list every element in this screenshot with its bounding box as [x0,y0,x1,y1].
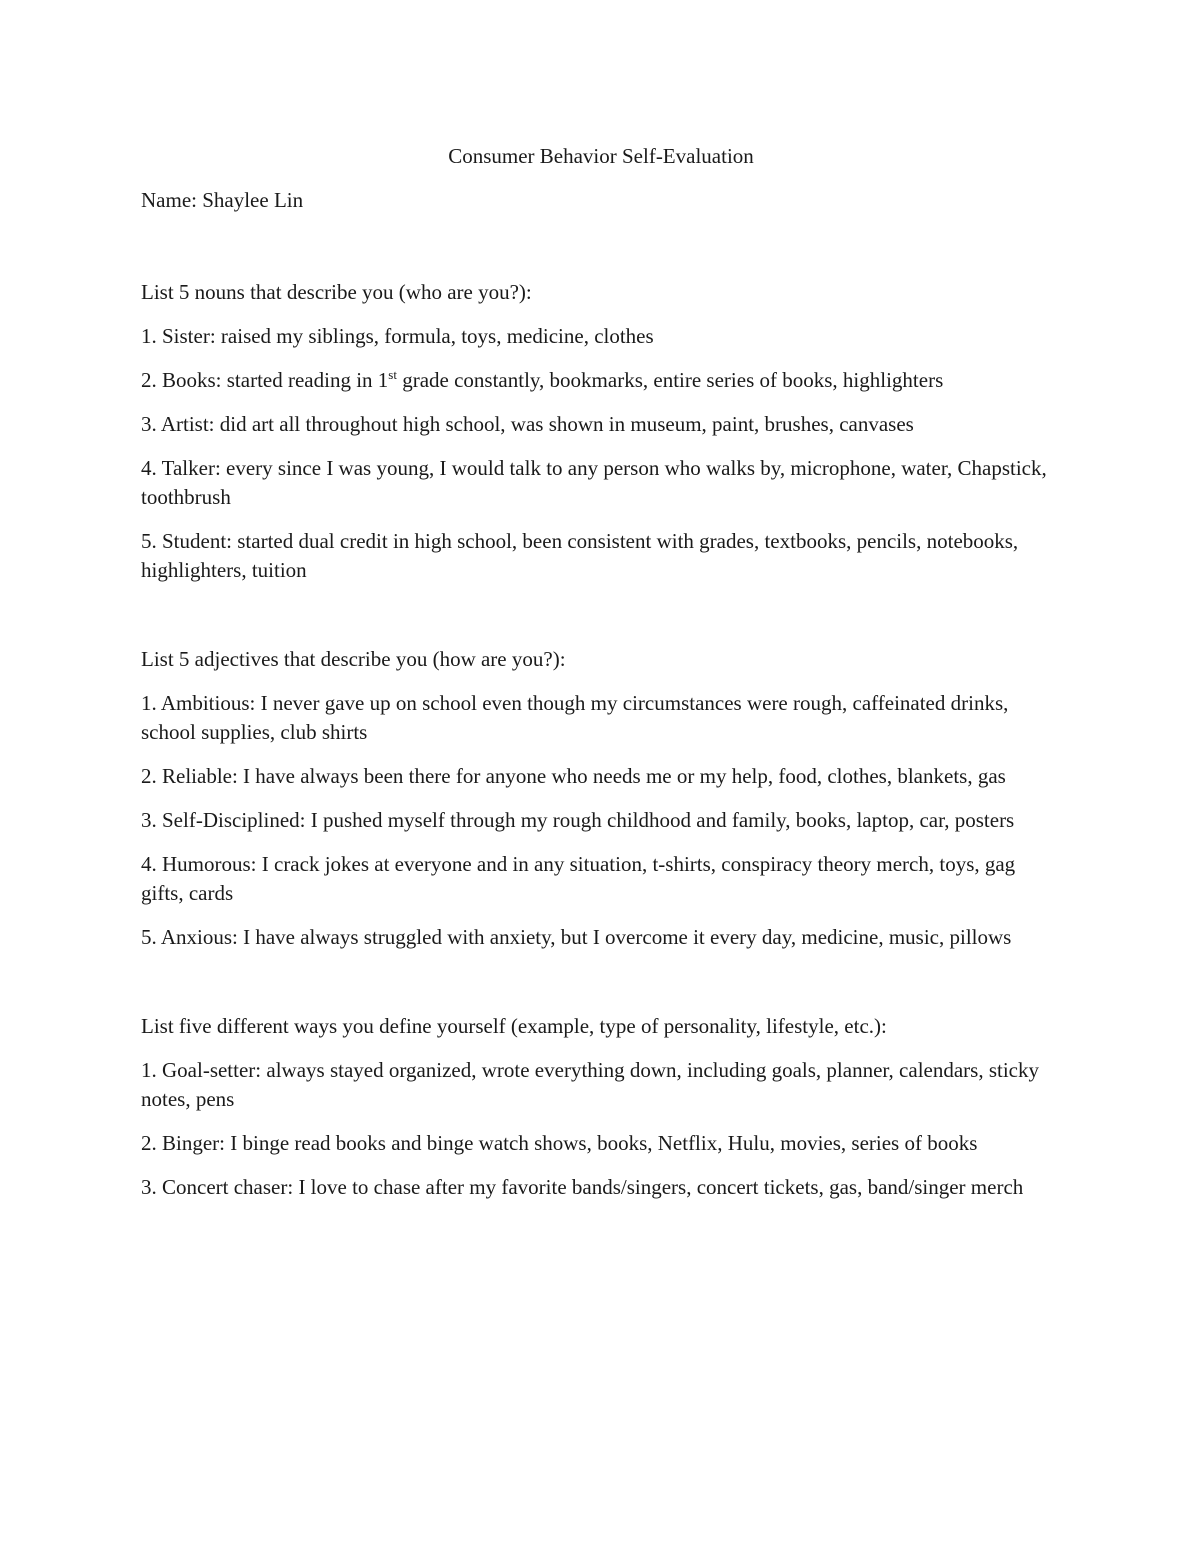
nouns-section [141,278,1061,585]
self-definition-section [141,1012,1061,1202]
list-item-text: 2. Books: started reading in 1 [141,368,389,392]
document-title: Consumer Behavior Self-Evaluation [448,144,754,168]
section-heading: List 5 nouns that describe you (who are you?): [141,280,532,304]
list-item: 2. Reliable: I have always been there for anyone who needs me or my help, food, clothes, blankets, gas [141,764,1006,788]
list-item: 1. Goal-setter: always stayed organized, wrote everything down, including goals, planner, calendars, sticky notes, pens [141,1058,1040,1111]
list-item: 2. Binger: I binge read books and binge watch shows, books, Netflix, Hulu, movies, series of books [141,1131,978,1155]
list-item: 4. Humorous: I crack jokes at everyone and in any situation, t-shirts, conspiracy theory merch, toys, gag gifts, cards [141,852,1016,905]
list-item: 5. Student: started dual credit in high school, been consistent with grades, textbooks, pencils, notebooks, highlighters, tuition [141,529,1019,582]
list-item: 3. Concert chaser: I love to chase after my favorite bands/singers, concert tickets, gas, band/singer merch [141,1175,1024,1199]
list-item: 3. Self-Disciplined: I pushed myself through my rough childhood and family, books, laptop, car, posters [141,808,1015,832]
student-name: Name: Shaylee Lin [141,188,304,212]
adjectives-section [141,645,1061,952]
list-item: 5. Anxious: I have always struggled with anxiety, but I overcome it every day, medicine, music, pillows [141,925,1012,949]
list-item: 3. Artist: did art all throughout high school, was shown in museum, paint, brushes, canvases [141,412,914,436]
list-item: 1. Ambitious: I never gave up on school even though my circumstances were rough, caffeinated drinks, school supplies, club shirts [141,691,1009,744]
list-item-text: grade constantly, bookmarks, entire series of books, highlighters [396,368,944,392]
list-item [141,366,1061,395]
section-heading: List five different ways you define yourself (example, type of personality, lifestyle, etc.): [141,1014,887,1038]
list-item: 1. Sister: raised my siblings, formula, toys, medicine, clothes [141,324,654,348]
list-item: 4. Talker: every since I was young, I would talk to any person who walks by, microphone, water, Chapstick, toothbrush [141,456,1047,509]
ordinal-superscript: st [388,367,397,382]
section-heading: List 5 adjectives that describe you (how are you?): [141,647,566,671]
document-body [141,142,1061,1217]
